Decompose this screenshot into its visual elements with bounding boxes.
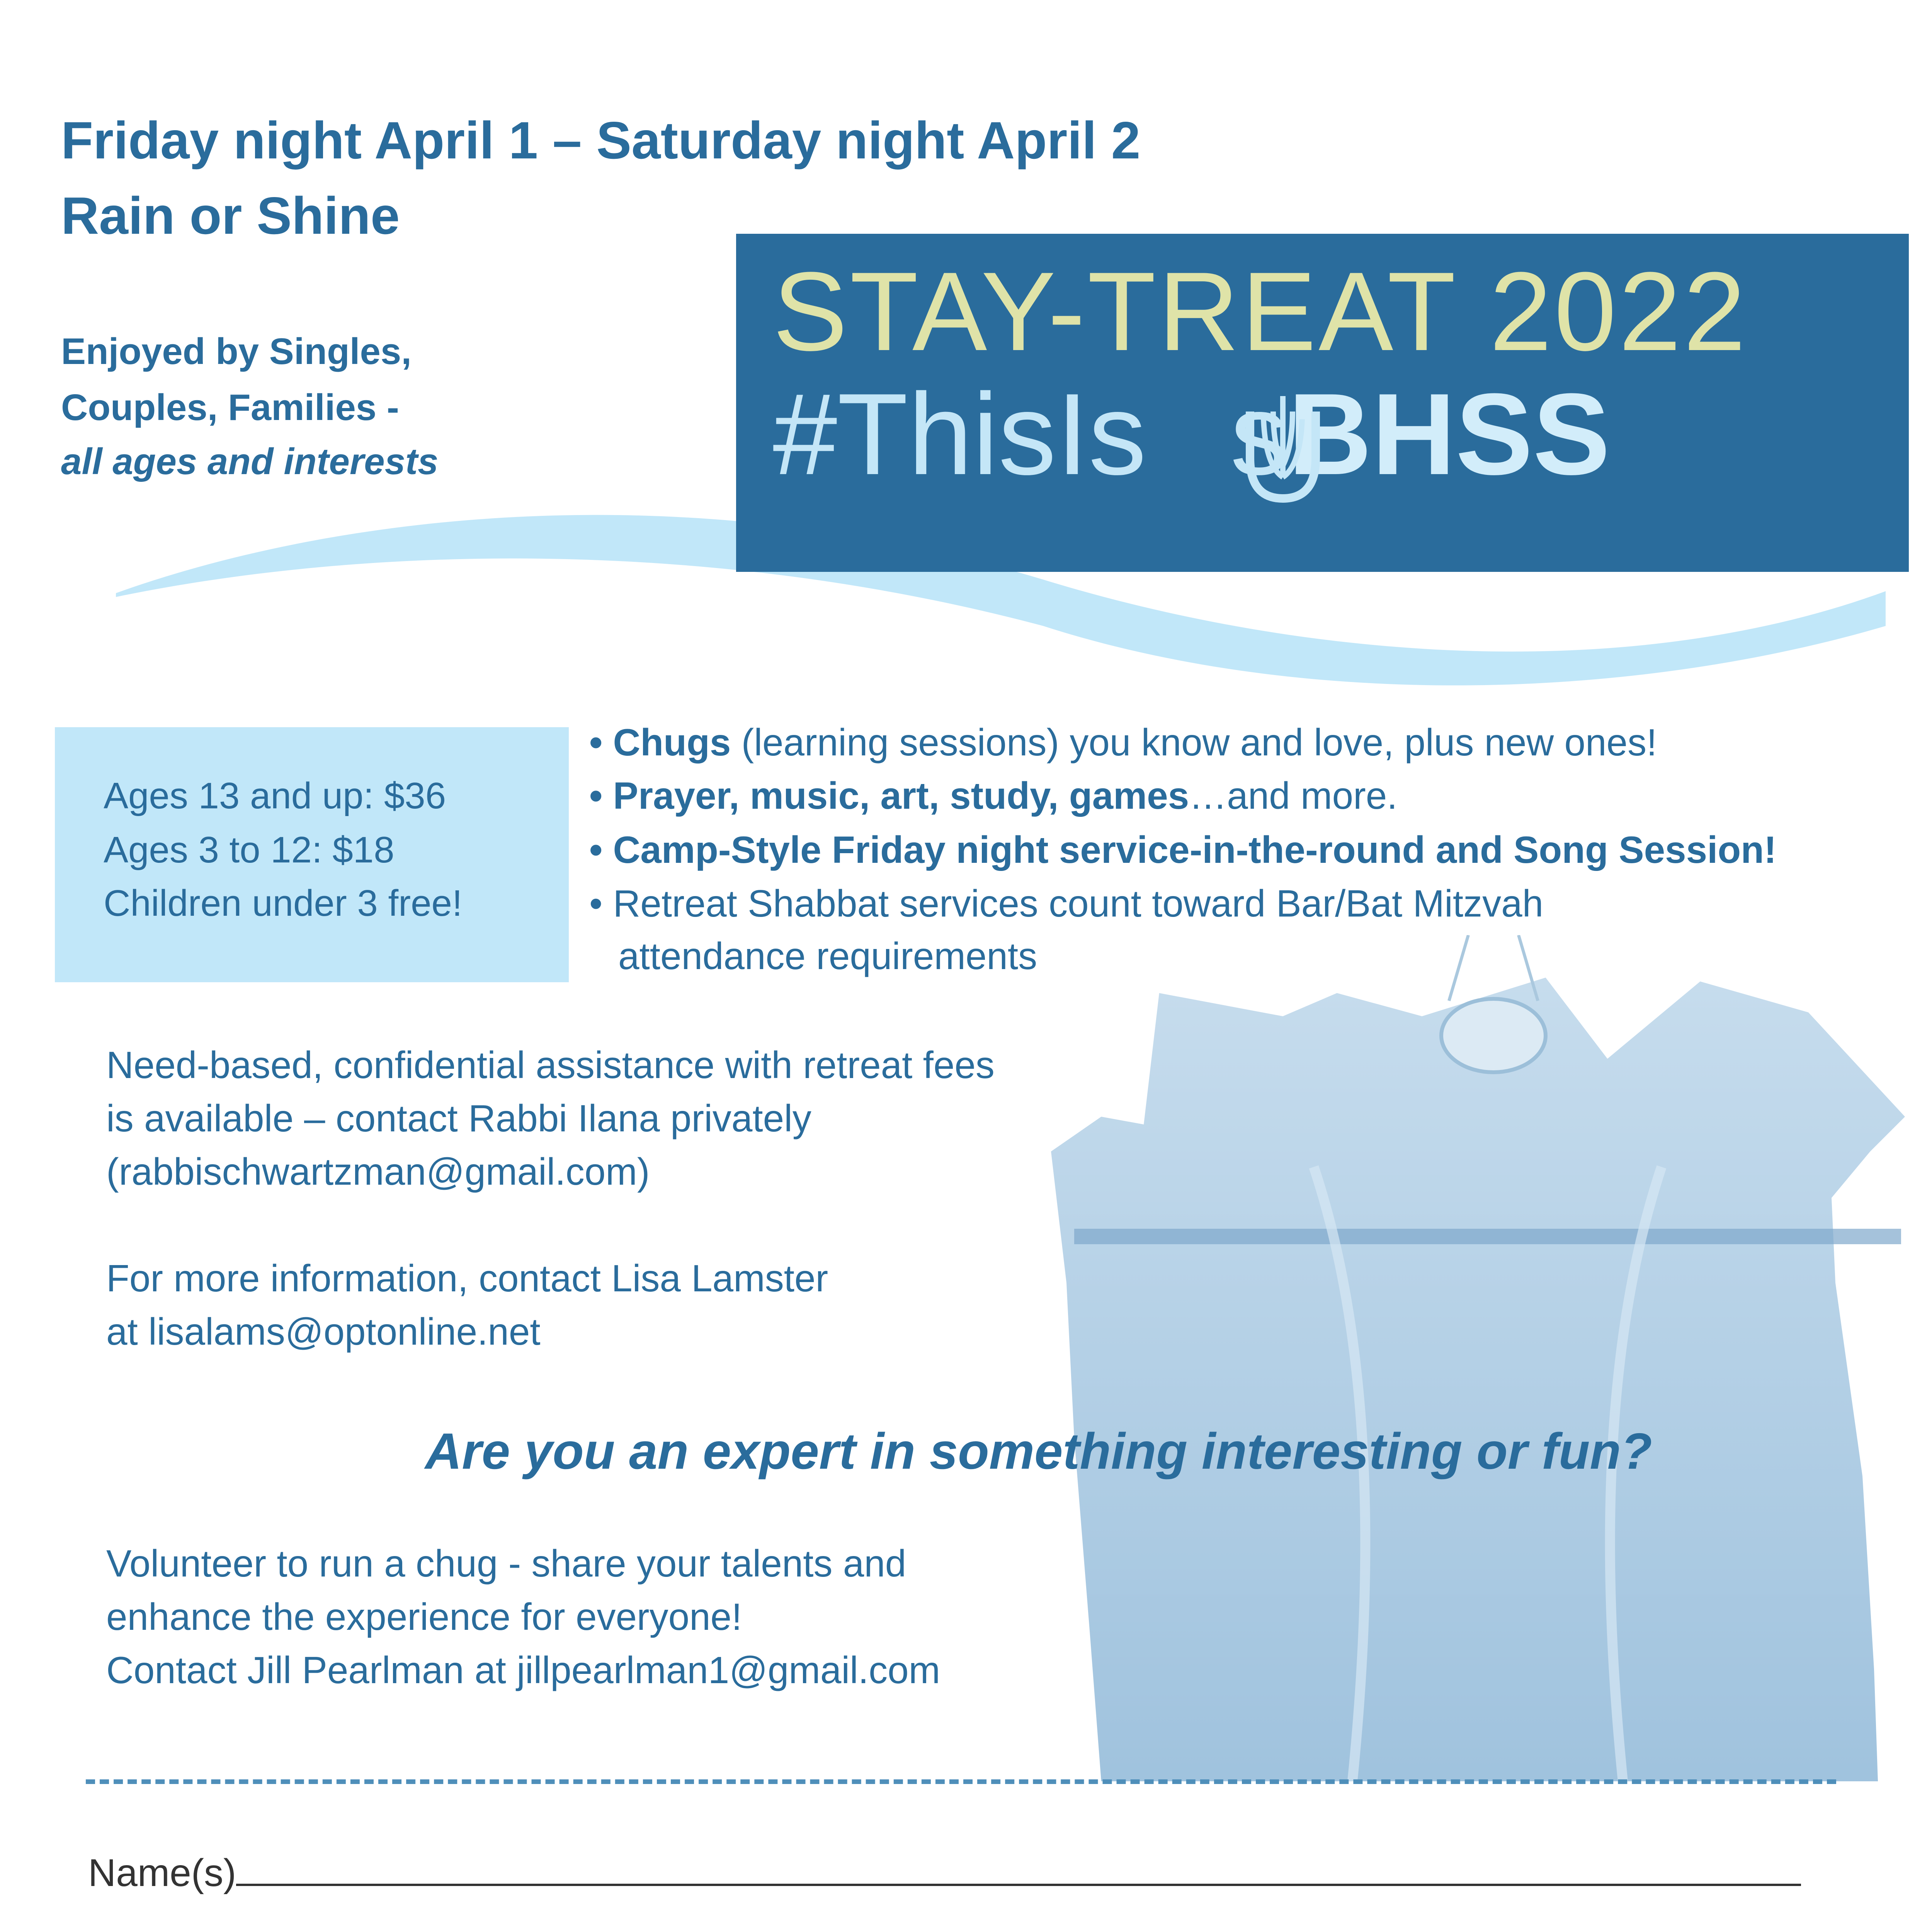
- bullet-chugs-bold: • Chugs: [589, 721, 731, 764]
- cut-line: [86, 1779, 1836, 1784]
- info-line-2: at lisalams@optonline.net: [106, 1310, 541, 1353]
- volunteer-line-3: Contact Jill Pearlman at jillpearlman1@gmail.com: [106, 1649, 940, 1691]
- assistance-line-3: (rabbischwartzman@gmail.com): [106, 1150, 650, 1193]
- bullet-activities-rest: …and more.: [1189, 774, 1398, 817]
- weather-note: Rain or Shine: [61, 186, 400, 245]
- price-children: Children under 3 free!: [104, 883, 463, 924]
- banner-title: STAY-TREAT 2022: [773, 249, 1748, 374]
- expert-heading: Are you an expert in something interesting or fun?: [425, 1423, 1652, 1480]
- price-adults: Ages 13 and up: $36: [104, 775, 446, 816]
- names-label: Name(s): [88, 1851, 236, 1895]
- intro-line-1: Enjoyed by Singles,: [61, 331, 412, 372]
- hashtag-prefix: #ThisIs: [773, 369, 1146, 499]
- sculpture-image: [1043, 935, 1932, 1793]
- hashtag-bhss: BHSS: [1288, 369, 1611, 499]
- hashtag-s: s: [1230, 369, 1288, 499]
- volunteer-line-2: enhance the experience for everyone!: [106, 1595, 742, 1638]
- intro-line-2: Couples, Families -: [61, 387, 399, 428]
- form-row-names: [88, 1851, 1801, 1895]
- bullet-chugs: [589, 721, 1657, 764]
- assistance-line-1: Need-based, confidential assistance with retreat fees: [106, 1044, 995, 1086]
- intro-line-3: all ages and interests: [61, 441, 439, 482]
- assistance-line-2: is available – contact Rabbi Ilana privately: [106, 1097, 811, 1139]
- menorah-u-logo-icon: [1242, 388, 1323, 504]
- bullet-shabbat-line1: • Retreat Shabbat services count toward Bar/Bat Mitzvah: [589, 882, 1544, 925]
- bullet-chugs-rest: (learning sessions) you know and love, plus new ones!: [731, 721, 1657, 764]
- bullet-shabbat-line2: attendance requirements: [618, 935, 1037, 977]
- bullet-activities-bold: • Prayer, music, art, study, games: [589, 774, 1189, 817]
- names-field[interactable]: [236, 1853, 1801, 1886]
- price-youth: Ages 3 to 12: $18: [104, 829, 395, 871]
- event-date: Friday night April 1 – Saturday night April 2: [61, 111, 1141, 170]
- volunteer-line-1: Volunteer to run a chug - share your talents and: [106, 1542, 906, 1585]
- info-line-1: For more information, contact Lisa Lamster: [106, 1257, 828, 1299]
- bullet-camp-style: • Camp-Style Friday night service-in-the-round and Song Session!: [589, 828, 1777, 871]
- banner-hashtag: [773, 367, 1610, 501]
- bullet-activities: [589, 774, 1397, 818]
